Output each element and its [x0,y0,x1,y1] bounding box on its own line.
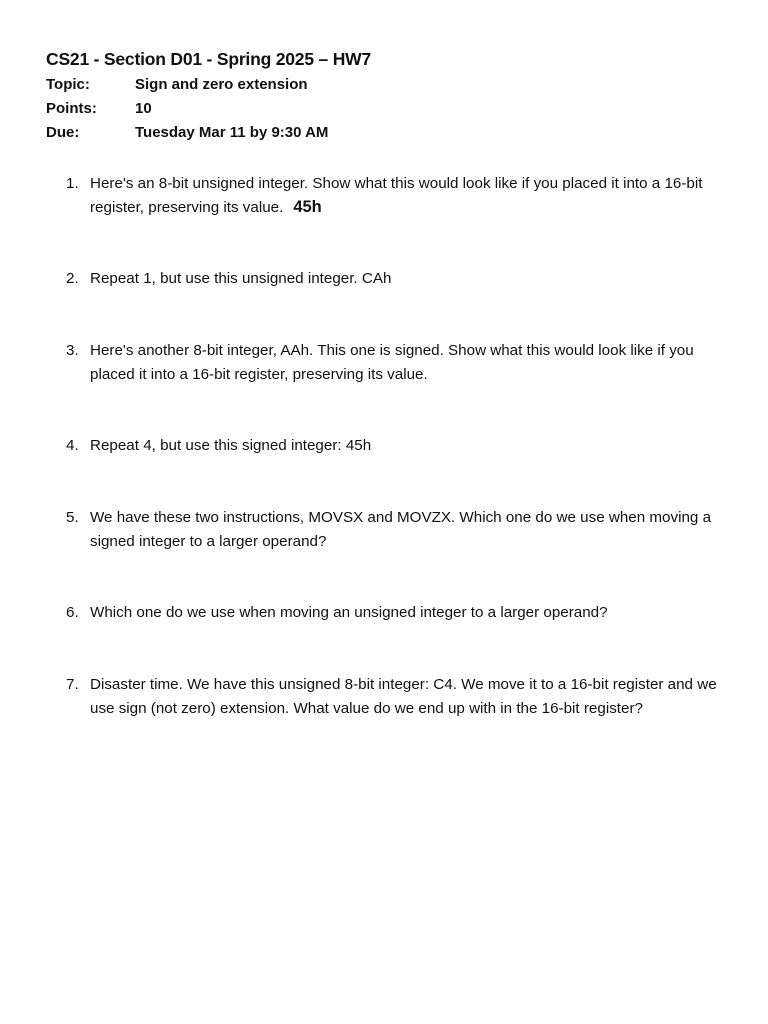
question-number: 6. [66,604,79,621]
topic-value: Sign and zero extension [135,76,308,93]
question-5 [66,506,726,553]
question-text: Here's another 8-bit integer, AAh. This one is signed. Show what this would look like if you placed it into a 16-bit register, preserving its value. [90,342,694,383]
page-title: CS21 - Section D01 - Spring 2025 – HW7 [46,49,372,69]
points-value: 10 [135,100,152,117]
question-number: 7. [66,676,79,693]
question-1 [66,172,726,219]
due-value: Tuesday Mar 11 by 9:30 AM [135,124,329,141]
due-label: Due: [46,124,80,141]
question-3 [66,339,726,386]
question-text: Here's an 8-bit unsigned integer. Show what this would look like if you placed it into a 16-bit register, preserving its value. [90,175,703,216]
points-label: Points: [46,100,97,117]
question-value: 45h [293,197,322,216]
question-number: 2. [66,270,79,287]
question-text: Repeat 4, but use this signed integer: 45h [90,437,372,454]
due-row [46,124,328,141]
question-text: Disaster time. We have this unsigned 8-bit integer: C4. We move it to a 16-bit register and we use sign (not zero) extension. What value do we end up with in the 16-bit register? [90,676,717,717]
question-number: 3. [66,342,79,359]
topic-row [46,76,308,93]
question-4 [66,434,726,458]
question-number: 1. [66,175,79,192]
question-number: 5. [66,509,79,526]
question-text: We have these two instructions, MOVSX and MOVZX. Which one do we use when moving a signed integer to a larger operand? [90,509,712,550]
question-6 [66,601,726,625]
topic-label: Topic: [46,76,90,93]
question-number: 4. [66,437,79,454]
points-row [46,100,152,117]
question-7 [66,673,726,720]
question-text: Which one do we use when moving an unsigned integer to a larger operand? [90,604,608,621]
question-text: Repeat 1, but use this unsigned integer. CAh [90,270,392,287]
question-2 [66,267,726,291]
